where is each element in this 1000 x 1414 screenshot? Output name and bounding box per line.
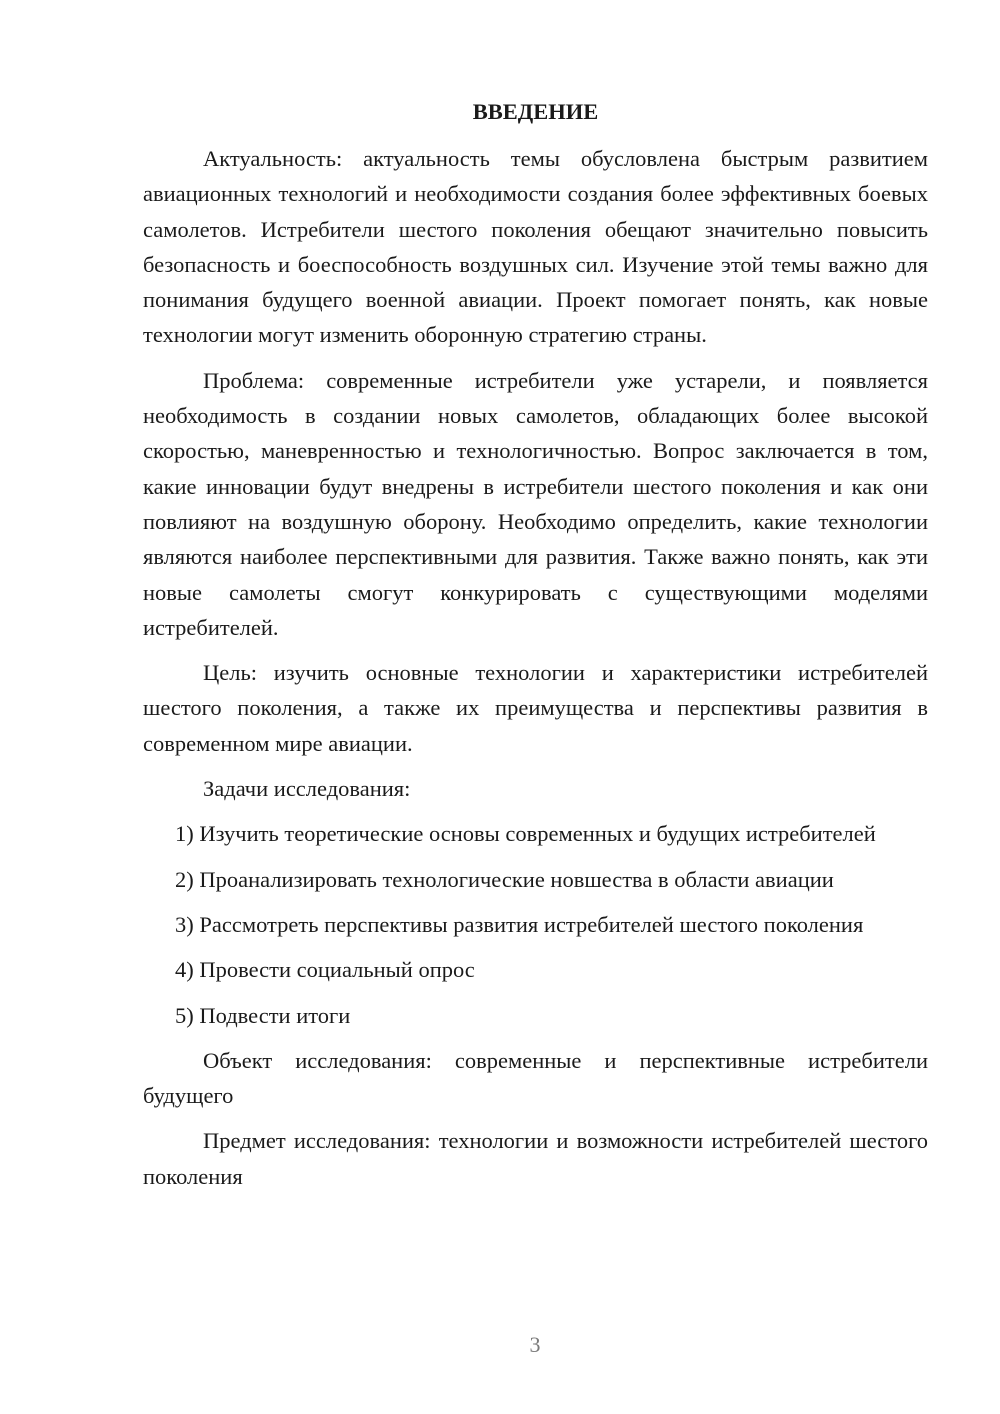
goal-paragraph: Цель: изучить основные технологии и характеристики истребителей шестого поколения, а также их преимущества и перспективы развития в современном мире авиации. — [143, 660, 928, 756]
object-paragraph: Объект исследования: современные и перспективные истребители будущего — [143, 1047, 928, 1109]
task-item-3: 3) Рассмотреть перспективы развития истребителей шестого поколения — [175, 911, 864, 937]
page-title: ВВЕДЕНИЕ — [472, 99, 599, 124]
tasks-heading: Задачи исследования: — [203, 776, 411, 802]
page-number: 3 — [529, 1332, 541, 1357]
task-item-2: 2) Проанализировать технологические новшества в области авиации — [175, 866, 834, 892]
relevance-paragraph: Актуальность: актуальность темы обусловлена быстрым развитием авиационных технологий и необходимости создания более эффективных боевых самолетов. Истребители шестого поколения обещают значительно повысить безопасность и боеспособность воздушных сил. Изучение этой темы важно для понимания будущего военной авиации. Проект помогает понять, как новые технологии могут изменить оборонную стратегию страны. — [143, 146, 928, 348]
task-item-5: 5) Подвести итоги — [175, 1002, 351, 1028]
problem-paragraph: Проблема: современные истребители уже устарели, и появляется необходимость в создании новых самолетов, обладающих более высокой скоростью, маневренностью и технологичностью. Вопрос заключается в том, какие инновации будут внедрены в истребители шестого поколения и как они повлияют на воздушную оборону. Необходимо определить, какие технологии являются наиболее перспективными для развития. Также важно понять, как эти новые самолеты смогут конкурировать с существующими моделями истребителей. — [143, 367, 928, 640]
subject-paragraph: Предмет исследования: технологии и возможности истребителей шестого поколения — [143, 1128, 928, 1189]
page-content — [143, 94, 928, 1204]
task-item-1: 1) Изучить теоретические основы современных и будущих истребителей — [175, 821, 876, 847]
task-item-4: 4) Провести социальный опрос — [175, 957, 475, 983]
